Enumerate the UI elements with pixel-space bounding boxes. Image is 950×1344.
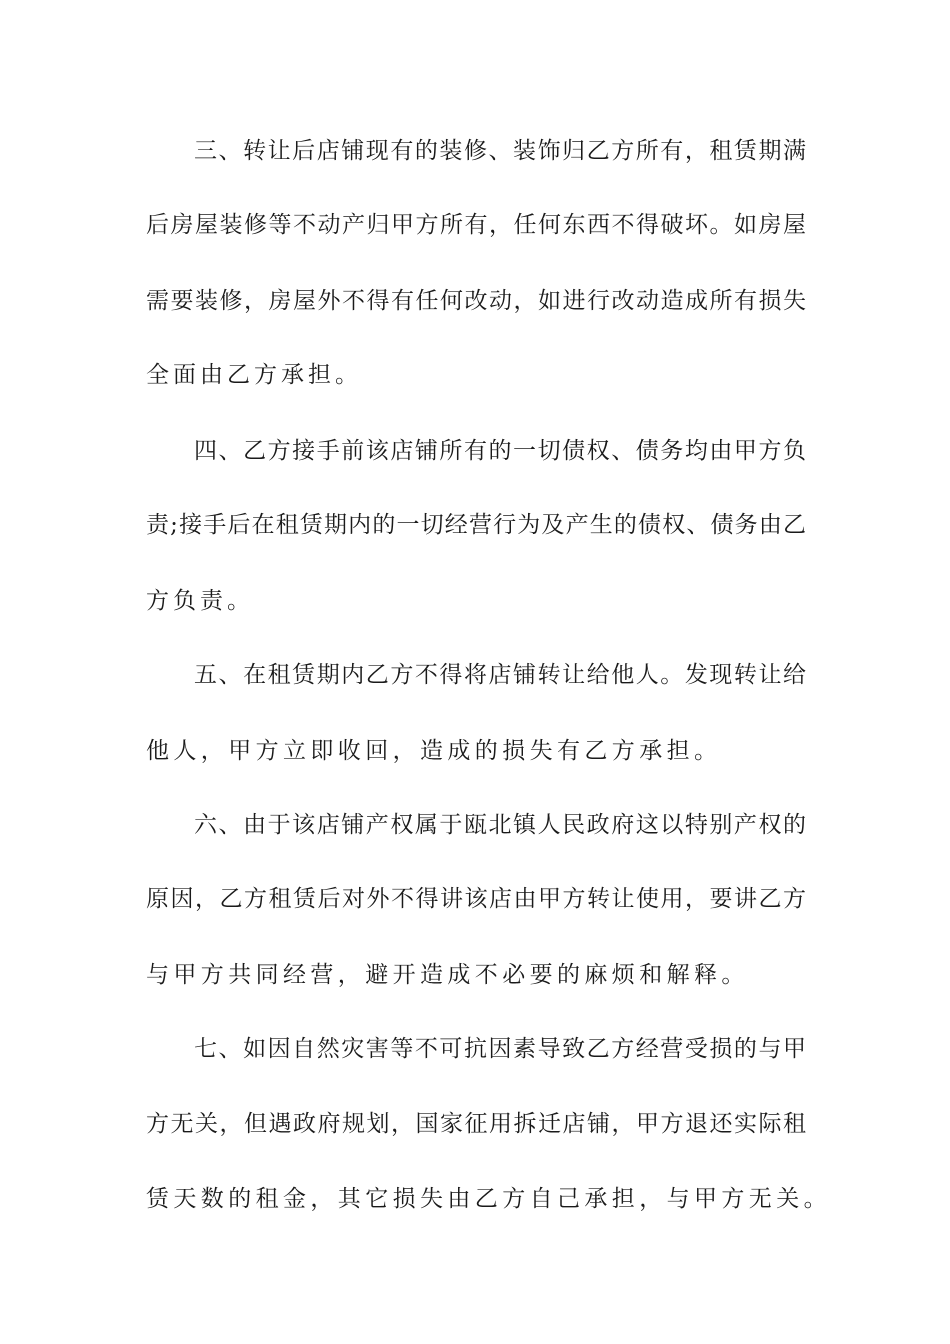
clause-6-line-3: 与甲方共同经营，避开造成不必要的麻烦和解释。: [146, 962, 749, 988]
clause-7-line-1: 七、如因自然灾害等不可抗因素导致乙方经营受损的与甲: [194, 1036, 806, 1062]
clause-3-line-4: 全面由乙方承担。: [146, 362, 362, 388]
clause-4-line-1: 四、乙方接手前该店铺所有的一切债权、债务均由甲方负: [194, 438, 806, 464]
clause-7-line-2: 方无关，但遇政府规划，国家征用拆迁店铺，甲方退还实际租: [146, 1111, 806, 1137]
clause-3-line-2: 后房屋装修等不动产归甲方所有，任何东西不得破坏。如房屋: [146, 212, 806, 238]
clause-3-line-1: 三、转让后店铺现有的装修、装饰归乙方所有，租赁期满: [194, 138, 806, 164]
clause-7-line-3: 赁天数的租金，其它损失由乙方自己承担，与甲方无关。: [146, 1186, 831, 1212]
clause-4-line-2: 责;接手后在租赁期内的一切经营行为及产生的债权、债务由乙: [146, 512, 806, 538]
clause-5-line-2: 他人，甲方立即收回，造成的损失有乙方承担。: [146, 738, 722, 764]
clause-6-line-1: 六、由于该店铺产权属于瓯北镇人民政府这以特别产权的: [194, 812, 806, 838]
clause-3-line-3: 需要装修，房屋外不得有任何改动，如进行改动造成所有损失: [146, 288, 806, 314]
clause-5-line-1: 五、在租赁期内乙方不得将店铺转让给他人。发现转让给: [194, 662, 806, 688]
clause-4-line-3: 方负责。: [146, 588, 254, 614]
clause-6-line-2: 原因，乙方租赁后对外不得讲该店由甲方转让使用，要讲乙方: [146, 886, 806, 912]
